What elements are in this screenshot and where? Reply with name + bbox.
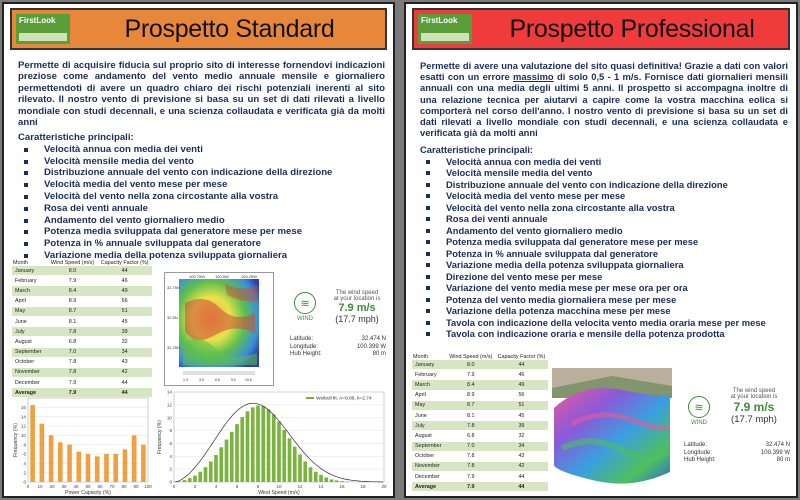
x-tick-label: 80	[121, 484, 127, 489]
bar	[95, 456, 100, 482]
latitude-label: Latitude:	[684, 442, 708, 448]
col-speed: Wind Speed (m/s)	[449, 354, 493, 360]
table-cell-cap: 49	[97, 286, 152, 296]
bar	[225, 440, 229, 482]
y-tick-label: 14	[166, 389, 172, 395]
table-cell-month: April	[412, 390, 447, 400]
map-lon-tick: 100.75W	[189, 274, 206, 279]
x-tick-label: 20	[49, 484, 55, 489]
professional-body	[420, 60, 788, 340]
table-cell-speed: 7.8	[447, 421, 495, 431]
bar	[246, 411, 250, 482]
bar	[240, 417, 244, 482]
bar	[288, 438, 292, 482]
bar	[298, 454, 302, 482]
table-row-average	[412, 482, 548, 492]
bar	[219, 447, 223, 482]
table-cell-speed: 7.9	[48, 276, 98, 286]
table-cell-cap: 44	[97, 378, 152, 388]
standard-intro: Permette di acquisire fiducia sul proprio sito di interesse fornendovi indicazioni preziose come andamento del vento medio annuale mensile e giornaliero permettendoti di avere un quadro chiaro dei rischi potenziali inerenti al sito rilevato. Il nostro vento di previsione si basa su un set di dati rilevati a livello mondiale con studi decennali, e una scienza collaudata e verificata già da molti anni	[18, 60, 385, 129]
bar	[49, 435, 54, 482]
feature-item: Velocità mensile media del vento	[24, 156, 385, 168]
feature-item: Variazione media della potenza sviluppata giornaliera	[24, 250, 385, 262]
feature-item: Potenza in % annuale sviluppata dal generatore	[24, 238, 385, 250]
table-row	[12, 367, 152, 377]
bar	[330, 479, 334, 482]
table-cell-month: January	[412, 360, 447, 370]
table-cell-month: September	[412, 441, 447, 451]
table-cell-speed: 6.8	[447, 431, 495, 441]
longitude-label: Longitude:	[290, 343, 319, 350]
table-cell-cap: 44	[495, 360, 548, 370]
standard-body	[18, 60, 385, 262]
table-cell-cap: 56	[495, 390, 548, 400]
table-row	[12, 347, 152, 357]
site-coords	[290, 336, 386, 359]
standard-features-list	[18, 144, 385, 262]
feature-item: Potenza in % annuale sviluppata dal generatore	[426, 248, 788, 260]
firstlook-logo	[418, 14, 472, 44]
x-tick-label: 70	[109, 484, 115, 489]
table-cell-month: February	[412, 370, 447, 380]
bar	[193, 476, 197, 482]
professional-intro	[420, 60, 788, 138]
table-row	[412, 421, 548, 431]
table-cell-cap: 39	[495, 421, 548, 431]
table-cell-month: May	[412, 400, 447, 410]
table-cell-speed: 8.1	[48, 316, 98, 326]
y-tick-label: 4	[169, 453, 172, 459]
standard-title: Prospetto Standard	[124, 14, 335, 43]
logo-bar	[19, 33, 67, 41]
feature-item: Velocità del vento nella zona circostante alla vostra	[24, 191, 385, 203]
y-tick-label: 12	[166, 402, 172, 408]
bar	[30, 405, 35, 482]
table-row	[12, 286, 152, 296]
x-tick-label: 16	[339, 484, 345, 489]
table-cell-cap: 49	[495, 380, 548, 390]
map-scale-tick: 9.0	[231, 378, 236, 382]
table-cell-cap: 46	[495, 370, 548, 380]
feature-item: Distribuzione annuale del vento con indicazione della direzione	[24, 167, 385, 179]
x-tick-label: 18	[360, 484, 366, 489]
table-cell-cap: 45	[495, 410, 548, 420]
x-tick-label: 4	[214, 484, 218, 489]
y-tick-label: 8	[169, 428, 172, 434]
monthly-table	[12, 260, 152, 398]
bar	[230, 432, 234, 482]
table-cell-speed: 8.9	[447, 390, 495, 400]
table-cell-cap: 42	[495, 461, 548, 471]
y-tick-label: 0	[169, 479, 172, 485]
table-cell-cap: 42	[97, 367, 152, 377]
bar	[272, 415, 276, 483]
professional-header	[412, 8, 790, 50]
table-cell-speed: 8.0	[48, 266, 98, 276]
bar	[209, 461, 213, 482]
feature-item: Velocità del vento nella zona circostante alla vostra	[426, 202, 788, 214]
bar	[282, 430, 286, 482]
professional-panel	[404, 2, 798, 498]
wind-map	[164, 272, 274, 386]
table-row	[12, 327, 152, 337]
table-cell-cap: 32	[495, 431, 548, 441]
table-cell-cap: 51	[97, 306, 152, 316]
legend-label: Weibull fit: A=8.88, k=2.74	[316, 396, 372, 402]
col-month: Month	[413, 354, 428, 360]
speed-label-1: The wind speed	[335, 290, 379, 296]
table-cell-speed: 7.9	[48, 388, 98, 398]
bar	[123, 449, 128, 482]
feature-item: Distribuzione annuale del vento con indicazione della direzione	[426, 179, 788, 191]
table-cell-speed: 7.0	[447, 441, 495, 451]
bar	[319, 475, 323, 482]
table-cell-month: August	[412, 431, 447, 441]
bar	[277, 422, 281, 482]
bar	[340, 481, 344, 482]
map-scale-tick: 1.3	[183, 378, 188, 382]
hub-height-label: Hub Height:	[684, 457, 716, 463]
table-cell-cap: 34	[495, 441, 548, 451]
table-cell-cap: 46	[97, 276, 152, 286]
table-row	[12, 337, 152, 347]
y-axis-label: Frequency (%)	[157, 419, 163, 455]
monthly-table-body	[12, 266, 152, 398]
table-cell-speed: 7.9	[447, 472, 495, 482]
y-tick-label: 8	[23, 442, 26, 448]
x-tick-label: 20	[381, 484, 387, 489]
y-tick-label: 6	[23, 451, 26, 457]
table-cell-speed: 8.7	[447, 400, 495, 410]
bar	[198, 472, 202, 482]
speed-mph: (17.7 mph)	[335, 314, 379, 324]
latitude-value: 32.474 N	[361, 336, 386, 342]
table-row	[412, 461, 548, 471]
y-tick-label: 10	[20, 432, 26, 438]
table-cell-cap: 56	[97, 296, 152, 306]
x-tick-label: 40	[73, 484, 79, 489]
site-summary	[326, 290, 388, 324]
professional-title: Prospetto Professional	[509, 14, 755, 43]
feature-item: Tavola con indicazione della velocita vento media oraria mese per mese	[426, 317, 788, 329]
table-cell-speed: 8.7	[48, 306, 98, 316]
table-cell-speed: 8.4	[48, 286, 98, 296]
table-cell-speed: 7.8	[48, 327, 98, 337]
table-cell-month: Average	[12, 388, 48, 398]
logo-text: FirstLook	[421, 16, 458, 25]
bar	[183, 480, 187, 482]
x-axis-label: Wind Speed (m/s)	[258, 490, 300, 496]
speed-ms: 7.9 m/s	[338, 302, 376, 314]
table-cell-cap: 32	[97, 337, 152, 347]
latitude-label: Latitude:	[290, 336, 314, 342]
table-cell-cap: 44	[97, 266, 152, 276]
bar	[86, 454, 91, 482]
table-cell-cap: 44	[495, 472, 548, 482]
feature-item: Andamento del vento giornaliero medio	[426, 225, 788, 237]
bar	[67, 445, 72, 482]
bar	[303, 461, 307, 482]
wind-logo-label: WIND	[691, 420, 707, 426]
table-row	[412, 431, 548, 441]
speed-ms: 7.9 m/s	[733, 400, 775, 414]
x-tick-label: 8	[256, 484, 260, 489]
bar	[267, 409, 271, 482]
bar	[214, 455, 218, 482]
site-summary	[718, 388, 790, 425]
map-scale-tick: 6.5	[215, 378, 220, 382]
bar	[113, 454, 118, 482]
monthly-table-body	[412, 360, 548, 492]
speed-label-1: The wind speed	[732, 388, 776, 394]
map-lat-tick: 32.25N	[167, 345, 180, 350]
col-speed: Wind Speed (m/s)	[50, 260, 95, 266]
table-cell-speed: 8.0	[447, 360, 495, 370]
table-cell-speed: 7.8	[48, 367, 98, 377]
x-tick-label: 12	[297, 484, 303, 489]
feature-item: Rosa dei venti annuale	[426, 213, 788, 225]
table-cell-month: March	[12, 286, 48, 296]
table-cell-month: April	[12, 296, 48, 306]
x-tick-label: 10	[276, 484, 282, 489]
y-tick-label: 14	[20, 414, 26, 420]
table-row	[412, 410, 548, 420]
terrain-3d-svg	[552, 368, 672, 490]
wind-speed-histogram	[156, 388, 388, 496]
bar	[58, 442, 63, 482]
y-tick-label: 12	[20, 423, 26, 429]
longitude-value: 100.399 W	[356, 343, 386, 350]
map-lon-tick: 100.25W	[241, 274, 258, 279]
table-cell-speed: 7.9	[447, 370, 495, 380]
map-lat-tick: 32.75N	[167, 285, 180, 290]
x-tick-label: 50	[85, 484, 91, 489]
table-cell-month: January	[12, 266, 48, 276]
table-cell-month: October	[12, 357, 48, 367]
table-cell-month: October	[412, 451, 447, 461]
x-tick-label: 14	[318, 484, 324, 489]
bar	[345, 481, 349, 482]
y-tick-label: 6	[169, 441, 172, 447]
standard-features-title: Caratteristiche principali:	[18, 132, 134, 144]
bar	[324, 478, 328, 483]
y-tick-label: 0	[23, 479, 26, 485]
power-capacity-chart	[12, 392, 152, 496]
table-cell-cap: 34	[97, 347, 152, 357]
table-cell-month: Average	[412, 482, 447, 492]
table-row	[412, 380, 548, 390]
y-tick-label: 16	[20, 404, 26, 410]
col-month: Month	[13, 260, 28, 266]
professional-features-list	[420, 156, 788, 340]
x-tick-label: 90	[133, 484, 139, 489]
wind-icon: ≋	[294, 292, 316, 314]
table-row	[412, 441, 548, 451]
latitude-value: 32.474 N	[765, 442, 790, 448]
x-tick-label: 0	[26, 484, 30, 489]
table-cell-month: June	[12, 316, 48, 326]
speed-label-2: at your location is	[333, 296, 381, 302]
table-cell-speed: 7.8	[447, 451, 495, 461]
table-cell-speed: 8.1	[447, 410, 495, 420]
wind-map-svg	[165, 273, 273, 385]
y-axis-label: Frequency (%)	[13, 422, 19, 458]
feature-item: Rosa dei venti annuale	[24, 203, 385, 215]
feature-item: Variazione della potenza macchina mese per mese	[426, 305, 788, 317]
table-row	[12, 276, 152, 286]
speed-label-2: at your location is	[730, 394, 778, 400]
feature-item: Variazione del vento media mese per mese ora per ora	[426, 282, 788, 294]
y-tick-label: 2	[169, 466, 172, 472]
bar	[261, 406, 265, 482]
bar	[335, 480, 339, 482]
map-scale-tick: 10.6	[245, 378, 252, 382]
table-row	[412, 400, 548, 410]
feature-item: Andamento del vento giornaliero medio	[24, 215, 385, 227]
firstlook-logo	[16, 14, 70, 44]
table-row	[12, 378, 152, 388]
feature-item: Potenza media sviluppata dal generatore mese per mese	[426, 236, 788, 248]
wind-logo	[682, 396, 716, 426]
table-cell-speed: 7.9	[48, 378, 98, 388]
table-row	[12, 357, 152, 367]
table-cell-cap: 44	[495, 482, 548, 492]
feature-item: Direzione del vento mese per mese	[426, 271, 788, 283]
table-cell-month: March	[412, 380, 447, 390]
table-cell-month: February	[12, 276, 48, 286]
bar	[188, 478, 192, 482]
wind-logo-label: WIND	[297, 316, 313, 322]
feature-item: Potenza media sviluppata dal generatore mese per mese	[24, 226, 385, 238]
table-cell-speed: 6.8	[48, 337, 98, 347]
feature-item: Variazione media della potenza sviluppata giornaliera	[426, 259, 788, 271]
logo-text: FirstLook	[19, 16, 56, 25]
map-lon-tick: 100.5W	[215, 274, 229, 279]
longitude-value: 100.399 W	[760, 449, 790, 456]
feature-item: Tavola con indicazione oraria e mensile della potenza prodotta	[426, 328, 788, 340]
table-row	[12, 266, 152, 276]
table-cell-month: November	[12, 367, 48, 377]
map-scale-tick: 3.9	[199, 378, 204, 382]
standard-header	[10, 8, 387, 50]
bar	[256, 406, 260, 483]
table-row	[12, 316, 152, 326]
hub-height-value: 80 m	[776, 457, 790, 463]
table-cell-cap: 44	[97, 388, 152, 398]
x-tick-label: 10	[37, 484, 43, 489]
table-row	[12, 306, 152, 316]
bar	[204, 467, 208, 482]
wind-logo	[288, 292, 322, 322]
professional-features-title: Caratteristiche principali:	[420, 144, 534, 156]
intro-part-2: di solo 0,5 - 1 m/s. Fornisce dati giornalieri mensili annuali con una media degli ultimi 5 anni. Il prospetto si accompagna inoltre di una relazione tecnica per aiutarvi a capire come la vostra macchina eolica si comporterà nel corso dell'anno. I nostro vento di previsione si basa su un set di dati rilevati a livello mondiale con studi decennali, e una scienza collaudata e verificata già da molti anni	[420, 71, 788, 139]
table-cell-cap: 39	[97, 327, 152, 337]
feature-item: Potenza del vento media giornaliera mese per mese	[426, 294, 788, 306]
table-cell-speed: 8.4	[447, 380, 495, 390]
y-tick-label: 2	[23, 470, 26, 476]
table-cell-speed: 8.9	[48, 296, 98, 306]
feature-item: Velocità media del vento mese per mese	[426, 190, 788, 202]
map-lat-tick: 32.5N	[167, 315, 178, 320]
table-cell-cap: 45	[97, 316, 152, 326]
x-tick-label: 100	[144, 484, 152, 489]
table-row	[412, 472, 548, 482]
wind-icon: ≋	[688, 396, 710, 418]
bar	[293, 447, 297, 482]
col-capacity: Capacity Factor (%)	[497, 354, 546, 360]
table-cell-month: August	[12, 337, 48, 347]
table-cell-month: September	[12, 347, 48, 357]
table-cell-month: December	[12, 378, 48, 388]
table-row	[412, 451, 548, 461]
bar	[309, 467, 313, 482]
feature-item: Velocità annua con media dei venti	[24, 144, 385, 156]
bar	[132, 435, 137, 482]
x-tick-label: 0	[172, 484, 176, 489]
table-cell-cap: 51	[495, 400, 548, 410]
intro-underlined: massimo	[513, 71, 554, 83]
x-tick-label: 6	[235, 484, 239, 489]
x-tick-label: 30	[61, 484, 67, 489]
site-coords	[684, 442, 790, 465]
y-tick-label: 10	[166, 415, 172, 421]
x-tick-label: 60	[97, 484, 103, 489]
y-tick-label: 4	[23, 460, 26, 466]
logo-bar	[421, 33, 469, 41]
standard-panel	[2, 2, 395, 498]
col-capacity: Capacity Factor (%)	[100, 260, 149, 266]
monthly-table	[412, 354, 548, 492]
table-cell-month: June	[412, 410, 447, 420]
table-cell-month: July	[412, 421, 447, 431]
table-cell-speed: 7.9	[447, 482, 495, 492]
table-row	[412, 370, 548, 380]
table-cell-cap: 43	[97, 357, 152, 367]
table-cell-month: July	[12, 327, 48, 337]
table-cell-month: May	[12, 306, 48, 316]
table-cell-month: November	[412, 461, 447, 471]
bar	[251, 407, 255, 482]
table-cell-speed: 7.8	[48, 357, 98, 367]
table-row	[12, 296, 152, 306]
hub-height-label: Hub Height:	[290, 351, 322, 357]
bar	[235, 424, 239, 482]
speed-mph: (17.7 mph)	[731, 414, 777, 425]
longitude-label: Longitude:	[684, 449, 713, 456]
feature-item: Velocità annua con media dei venti	[426, 156, 788, 168]
terrain-3d-map	[552, 368, 672, 490]
x-axis-label: Power Capacity (%)	[65, 490, 111, 496]
bar	[104, 454, 109, 482]
table-cell-month: December	[412, 472, 447, 482]
table-cell-cap: 43	[495, 451, 548, 461]
bar	[314, 472, 318, 482]
bar	[76, 452, 81, 482]
hub-height-value: 80 m	[372, 351, 386, 357]
table-row	[412, 360, 548, 370]
table-row	[412, 390, 548, 400]
table-cell-speed: 7.8	[447, 461, 495, 471]
table-cell-speed: 7.0	[48, 347, 98, 357]
intro-part-1: Permette di avere una valutazione del sito quasi definitiva! Grazie a dati con valori esatti con un errore	[420, 60, 788, 83]
x-tick-label: 2	[193, 484, 197, 489]
feature-item: Velocità mensile media del vento	[426, 167, 788, 179]
bar	[141, 445, 146, 482]
feature-item: Velocità media del vento mese per mese	[24, 179, 385, 191]
bar	[40, 424, 45, 482]
